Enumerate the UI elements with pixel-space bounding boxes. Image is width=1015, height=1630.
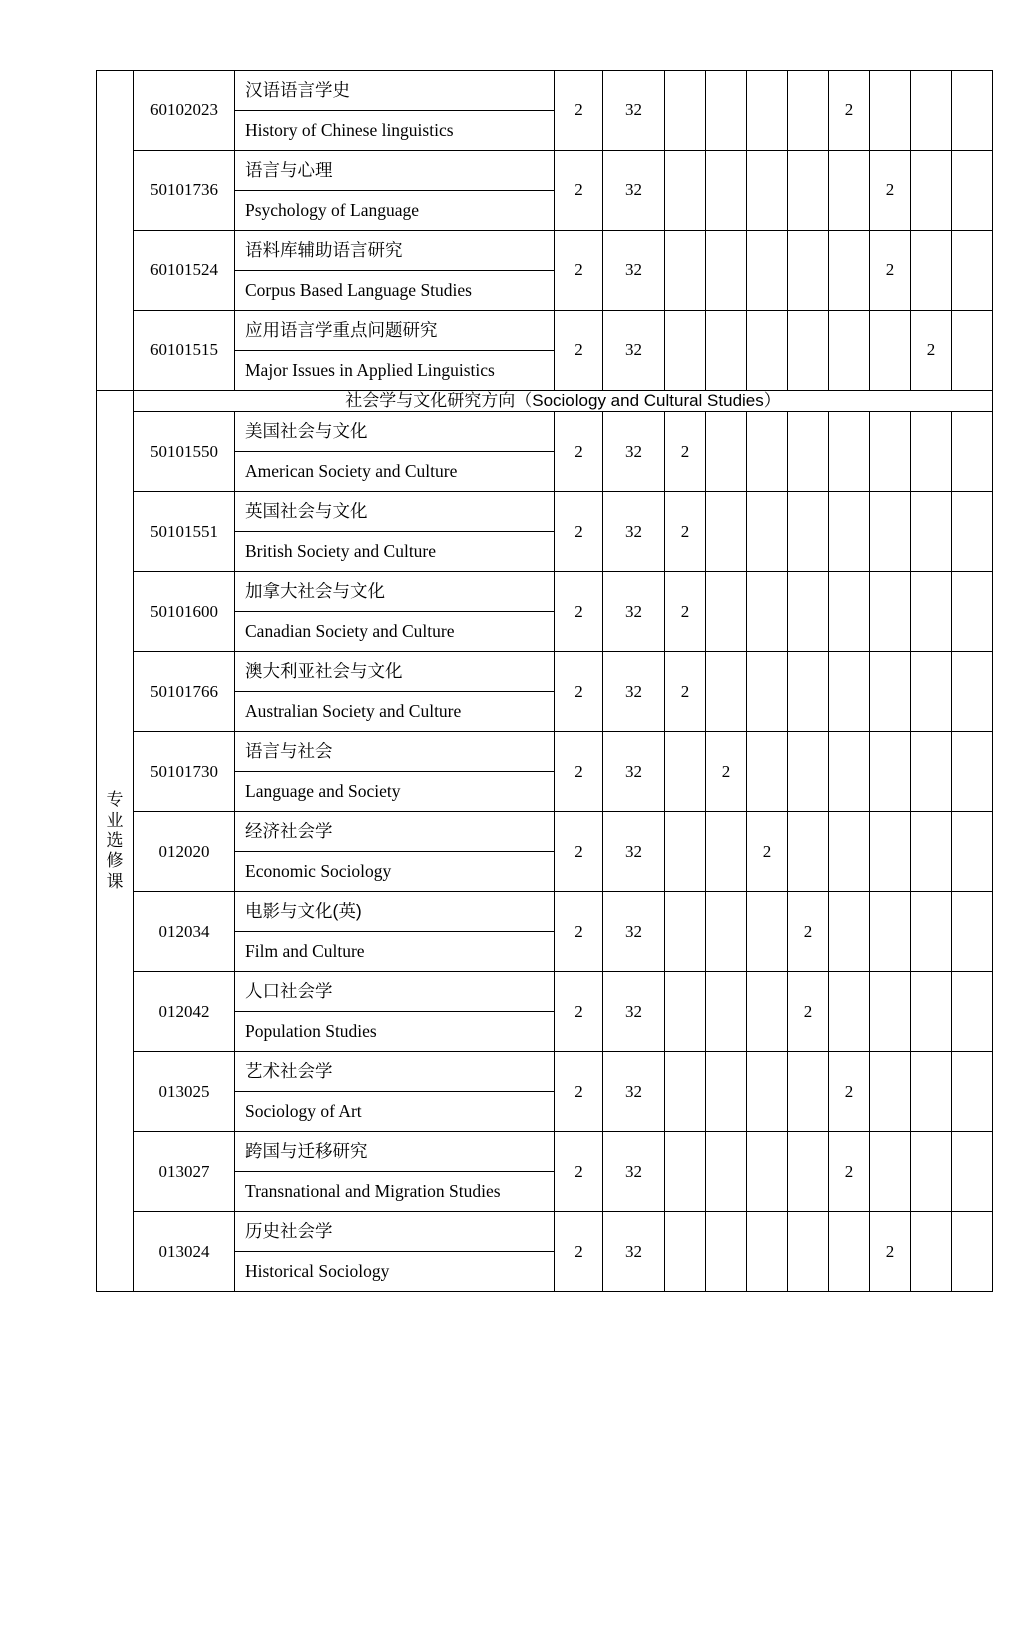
term-7-cell	[911, 812, 952, 892]
course-name	[235, 972, 555, 1052]
term-3-cell	[747, 572, 788, 652]
course-name	[235, 231, 555, 311]
term-7-cell	[911, 1132, 952, 1212]
table-row	[97, 412, 993, 492]
term-1-cell	[665, 311, 706, 391]
term-6-cell	[870, 71, 911, 151]
course-name-en: History of Chinese linguistics	[245, 120, 454, 140]
term-6-cell: 2	[870, 151, 911, 231]
term-7-cell	[911, 732, 952, 812]
course-code: 012034	[134, 892, 235, 972]
course-hours: 32	[603, 1212, 665, 1292]
course-name-cn: 汉语语言学史	[235, 71, 554, 111]
course-code: 50101600	[134, 572, 235, 652]
course-hours: 32	[603, 732, 665, 812]
term-3-cell	[747, 71, 788, 151]
table-row	[97, 652, 993, 732]
term-4-cell	[788, 812, 829, 892]
term-2-cell	[706, 572, 747, 652]
course-code: 013025	[134, 1052, 235, 1132]
term-4-cell	[788, 732, 829, 812]
term-5-cell	[829, 812, 870, 892]
course-table	[96, 70, 993, 1292]
term-7-cell	[911, 151, 952, 231]
term-3-cell	[747, 972, 788, 1052]
course-name-en: Corpus Based Language Studies	[245, 280, 472, 300]
term-2-cell	[706, 1132, 747, 1212]
course-code: 60101515	[134, 311, 235, 391]
table-row	[97, 311, 993, 391]
course-code: 50101736	[134, 151, 235, 231]
term-1-cell	[665, 151, 706, 231]
term-4-cell	[788, 71, 829, 151]
course-code: 50101551	[134, 492, 235, 572]
term-8-cell	[952, 1052, 993, 1132]
term-5-cell	[829, 732, 870, 812]
term-4-cell	[788, 572, 829, 652]
category-cell: 专 业 选 修 课	[97, 391, 134, 1292]
term-3-cell	[747, 492, 788, 572]
course-credits: 2	[555, 1132, 603, 1212]
course-name-cn: 人口社会学	[235, 972, 554, 1012]
term-1-cell: 2	[665, 572, 706, 652]
course-hours: 32	[603, 1132, 665, 1212]
term-3-cell	[747, 892, 788, 972]
term-1-cell	[665, 1052, 706, 1132]
course-name-cn: 英国社会与文化	[235, 492, 554, 532]
course-credits: 2	[555, 1212, 603, 1292]
term-2-cell	[706, 1052, 747, 1132]
term-6-cell	[870, 812, 911, 892]
term-7-cell	[911, 972, 952, 1052]
term-8-cell	[952, 892, 993, 972]
course-name-en: British Society and Culture	[245, 541, 437, 562]
term-4-cell: 2	[788, 892, 829, 972]
course-name	[235, 1052, 555, 1132]
term-1-cell	[665, 231, 706, 311]
term-5-cell	[829, 492, 870, 572]
course-name-cn: 历史社会学	[235, 1212, 554, 1252]
term-5-cell	[829, 311, 870, 391]
course-name-en: Major Issues in Applied Linguistics	[245, 360, 495, 380]
term-1-cell	[665, 71, 706, 151]
course-credits: 2	[555, 972, 603, 1052]
course-name-en: Film and Culture	[245, 941, 365, 962]
course-hours: 32	[603, 812, 665, 892]
term-1-cell	[665, 812, 706, 892]
course-code: 013027	[134, 1132, 235, 1212]
term-3-cell	[747, 1132, 788, 1212]
category-cell-top	[97, 71, 134, 391]
term-6-cell	[870, 1052, 911, 1132]
course-name-cn: 澳大利亚社会与文化	[235, 652, 554, 692]
course-code: 60102023	[134, 71, 235, 151]
course-name-en: Population Studies	[245, 1021, 377, 1042]
course-hours: 32	[603, 572, 665, 652]
course-name	[235, 812, 555, 892]
table-row	[97, 972, 993, 1052]
term-4-cell	[788, 492, 829, 572]
term-4-cell	[788, 311, 829, 391]
course-code: 50101730	[134, 732, 235, 812]
table-row	[97, 812, 993, 892]
term-7-cell	[911, 652, 952, 732]
table-row	[97, 572, 993, 652]
course-credits: 2	[555, 151, 603, 231]
term-1-cell	[665, 1132, 706, 1212]
term-5-cell	[829, 892, 870, 972]
term-8-cell	[952, 972, 993, 1052]
term-3-cell	[747, 151, 788, 231]
term-5-cell: 2	[829, 1052, 870, 1132]
course-name-cn: 语言与社会	[235, 732, 554, 772]
section-header-text: 社会学与文化研究方向（Sociology and Cultural Studies）	[345, 391, 781, 410]
term-3-cell	[747, 1212, 788, 1292]
term-8-cell	[952, 71, 993, 151]
course-hours: 32	[603, 972, 665, 1052]
term-6-cell	[870, 572, 911, 652]
term-8-cell	[952, 652, 993, 732]
term-1-cell: 2	[665, 652, 706, 732]
term-4-cell: 2	[788, 972, 829, 1052]
term-7-cell	[911, 572, 952, 652]
term-6-cell	[870, 1132, 911, 1212]
term-6-cell	[870, 311, 911, 391]
term-2-cell	[706, 812, 747, 892]
term-6-cell	[870, 492, 911, 572]
course-hours: 32	[603, 1052, 665, 1132]
course-hours: 32	[603, 652, 665, 732]
table-row	[97, 732, 993, 812]
table-row	[97, 1212, 993, 1292]
term-4-cell	[788, 652, 829, 732]
term-3-cell: 2	[747, 812, 788, 892]
course-name	[235, 311, 555, 391]
term-3-cell	[747, 231, 788, 311]
course-code: 50101550	[134, 412, 235, 492]
table-row	[97, 492, 993, 572]
course-name	[235, 1132, 555, 1212]
course-hours: 32	[603, 151, 665, 231]
term-2-cell	[706, 151, 747, 231]
term-2-cell	[706, 231, 747, 311]
term-1-cell	[665, 892, 706, 972]
term-8-cell	[952, 151, 993, 231]
term-7-cell	[911, 412, 952, 492]
term-2-cell	[706, 1212, 747, 1292]
term-4-cell	[788, 151, 829, 231]
course-name-cn: 艺术社会学	[235, 1052, 554, 1092]
term-6-cell: 2	[870, 1212, 911, 1292]
term-8-cell	[952, 572, 993, 652]
term-5-cell: 2	[829, 1132, 870, 1212]
section-header-row	[97, 391, 993, 412]
course-name-cn: 语料库辅助语言研究	[235, 231, 554, 271]
course-name-cn: 跨国与迁移研究	[235, 1132, 554, 1172]
term-4-cell	[788, 1052, 829, 1132]
course-code: 013024	[134, 1212, 235, 1292]
term-2-cell	[706, 311, 747, 391]
term-2-cell	[706, 652, 747, 732]
term-3-cell	[747, 412, 788, 492]
term-8-cell	[952, 492, 993, 572]
course-name-en: Transnational and Migration Studies	[245, 1181, 501, 1202]
table-row	[97, 1132, 993, 1212]
term-8-cell	[952, 231, 993, 311]
term-8-cell	[952, 412, 993, 492]
course-name-en: Sociology of Art	[245, 1101, 362, 1122]
course-hours: 32	[603, 311, 665, 391]
course-name-cn: 应用语言学重点问题研究	[235, 311, 554, 351]
term-5-cell: 2	[829, 71, 870, 151]
term-5-cell	[829, 231, 870, 311]
term-6-cell	[870, 732, 911, 812]
section-header	[134, 391, 993, 412]
term-6-cell	[870, 972, 911, 1052]
course-name	[235, 412, 555, 492]
term-3-cell	[747, 652, 788, 732]
course-name-cn: 电影与文化(英)	[235, 892, 554, 932]
term-1-cell	[665, 972, 706, 1052]
table-row	[97, 892, 993, 972]
table-row	[97, 1052, 993, 1132]
course-credits: 2	[555, 812, 603, 892]
course-name	[235, 1212, 555, 1292]
course-name	[235, 652, 555, 732]
term-7-cell: 2	[911, 311, 952, 391]
term-5-cell	[829, 572, 870, 652]
table-row	[97, 71, 993, 151]
course-name-en: Economic Sociology	[245, 861, 392, 882]
course-name-en: Language and Society	[245, 781, 401, 802]
course-credits: 2	[555, 71, 603, 151]
term-6-cell: 2	[870, 231, 911, 311]
course-hours: 32	[603, 231, 665, 311]
term-7-cell	[911, 1212, 952, 1292]
term-5-cell	[829, 412, 870, 492]
term-1-cell: 2	[665, 412, 706, 492]
term-5-cell	[829, 1212, 870, 1292]
term-8-cell	[952, 732, 993, 812]
course-name-cn: 语言与心理	[235, 151, 554, 191]
course-hours: 32	[603, 892, 665, 972]
course-name	[235, 151, 555, 231]
term-1-cell: 2	[665, 492, 706, 572]
term-7-cell	[911, 1052, 952, 1132]
course-name-en: Canadian Society and Culture	[245, 621, 455, 642]
course-name-en: Australian Society and Culture	[245, 701, 462, 722]
course-name-en: Psychology of Language	[245, 200, 419, 220]
course-name-en: American Society and Culture	[245, 461, 458, 482]
term-7-cell	[911, 71, 952, 151]
course-code: 50101766	[134, 652, 235, 732]
term-8-cell	[952, 1212, 993, 1292]
term-8-cell	[952, 1132, 993, 1212]
term-7-cell	[911, 231, 952, 311]
course-name-cn: 加拿大社会与文化	[235, 572, 554, 612]
course-credits: 2	[555, 412, 603, 492]
term-8-cell	[952, 812, 993, 892]
term-2-cell	[706, 71, 747, 151]
term-6-cell	[870, 652, 911, 732]
table-row	[97, 151, 993, 231]
term-2-cell: 2	[706, 732, 747, 812]
term-7-cell	[911, 892, 952, 972]
course-hours: 32	[603, 412, 665, 492]
course-code: 012020	[134, 812, 235, 892]
course-name-en: Historical Sociology	[245, 1261, 390, 1282]
course-credits: 2	[555, 892, 603, 972]
term-7-cell	[911, 492, 952, 572]
term-2-cell	[706, 412, 747, 492]
course-hours: 32	[603, 492, 665, 572]
course-name	[235, 492, 555, 572]
course-code: 60101524	[134, 231, 235, 311]
course-name-cn: 美国社会与文化	[235, 412, 554, 452]
table-row	[97, 231, 993, 311]
term-2-cell	[706, 492, 747, 572]
course-name	[235, 732, 555, 812]
course-credits: 2	[555, 652, 603, 732]
term-2-cell	[706, 972, 747, 1052]
term-1-cell	[665, 732, 706, 812]
course-code: 012042	[134, 972, 235, 1052]
term-5-cell	[829, 972, 870, 1052]
term-5-cell	[829, 652, 870, 732]
course-credits: 2	[555, 1052, 603, 1132]
term-4-cell	[788, 412, 829, 492]
term-3-cell	[747, 311, 788, 391]
term-1-cell	[665, 1212, 706, 1292]
term-3-cell	[747, 732, 788, 812]
term-2-cell	[706, 892, 747, 972]
course-credits: 2	[555, 231, 603, 311]
term-5-cell	[829, 151, 870, 231]
course-name	[235, 71, 555, 151]
course-credits: 2	[555, 732, 603, 812]
course-name	[235, 892, 555, 972]
term-4-cell	[788, 231, 829, 311]
course-credits: 2	[555, 572, 603, 652]
course-name	[235, 572, 555, 652]
term-8-cell	[952, 311, 993, 391]
course-credits: 2	[555, 311, 603, 391]
course-name-cn: 经济社会学	[235, 812, 554, 852]
term-4-cell	[788, 1212, 829, 1292]
term-6-cell	[870, 892, 911, 972]
course-credits: 2	[555, 492, 603, 572]
course-hours: 32	[603, 71, 665, 151]
term-6-cell	[870, 412, 911, 492]
term-4-cell	[788, 1132, 829, 1212]
term-3-cell	[747, 1052, 788, 1132]
